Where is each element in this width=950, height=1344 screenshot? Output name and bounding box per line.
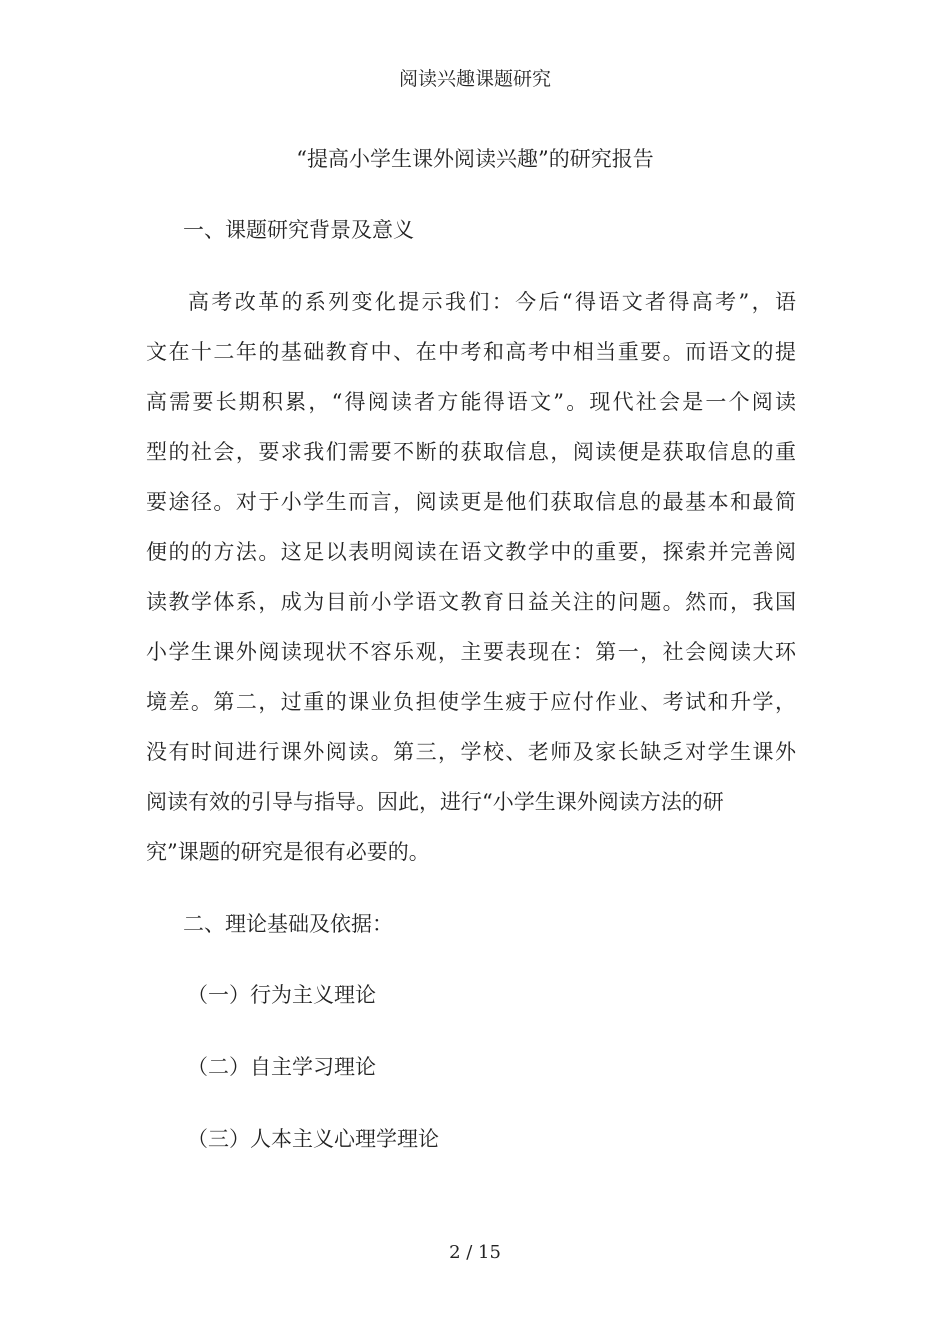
body-line: 读教学体系，成为目前小学语文教育日益关注的问题。然而，我国 (146, 590, 796, 614)
body-line: 没有时间进行课外阅读。第三，学校、老师及家长缺乏对学生课外 (146, 740, 796, 764)
report-title: “提高小学生课外阅读兴趣”的研究报告 (296, 147, 654, 171)
body-line: 高需要长期积累，“得阅读者方能得语文”。现代社会是一个阅读 (146, 390, 796, 414)
section-heading-background: 一、课题研究背景及意义 (183, 218, 414, 242)
body-line: 便的的方法。这足以表明阅读在语文教学中的重要，探索并完善阅 (146, 540, 796, 564)
section-body-background (146, 282, 796, 882)
body-line: 究”课题的研究是很有必要的。 (146, 840, 430, 864)
running-header: 阅读兴趣课题研究 (398, 68, 551, 90)
theory-item-humanistic-psychology: （三）人本主义心理学理论 (187, 1127, 439, 1151)
page-number: 2 / 15 (449, 1242, 501, 1263)
body-line: 小学生课外阅读现状不容乐观，主要表现在：第一，社会阅读大环 (146, 640, 796, 664)
body-line: 境差。第二，过重的课业负担使学生疲于应付作业、考试和升学， (146, 690, 796, 714)
section-heading-theory: 二、理论基础及依据： (183, 912, 393, 936)
body-line: 文在十二年的基础教育中、在中考和高考中相当重要。而语文的提 (146, 340, 796, 364)
theory-item-behaviorism: （一）行为主义理论 (187, 983, 376, 1007)
body-line: 高考改革的系列变化提示我们：今后“得语文者得高考”，语 (188, 290, 796, 314)
body-line: 要途径。对于小学生而言，阅读更是他们获取信息的最基本和最简 (146, 490, 796, 514)
body-line: 型的社会，要求我们需要不断的获取信息，阅读便是获取信息的重 (146, 440, 796, 464)
theory-item-autonomous-learning: （二）自主学习理论 (187, 1055, 376, 1079)
body-line: 阅读有效的引导与指导。因此，进行“小学生课外阅读方法的研 (146, 790, 724, 814)
